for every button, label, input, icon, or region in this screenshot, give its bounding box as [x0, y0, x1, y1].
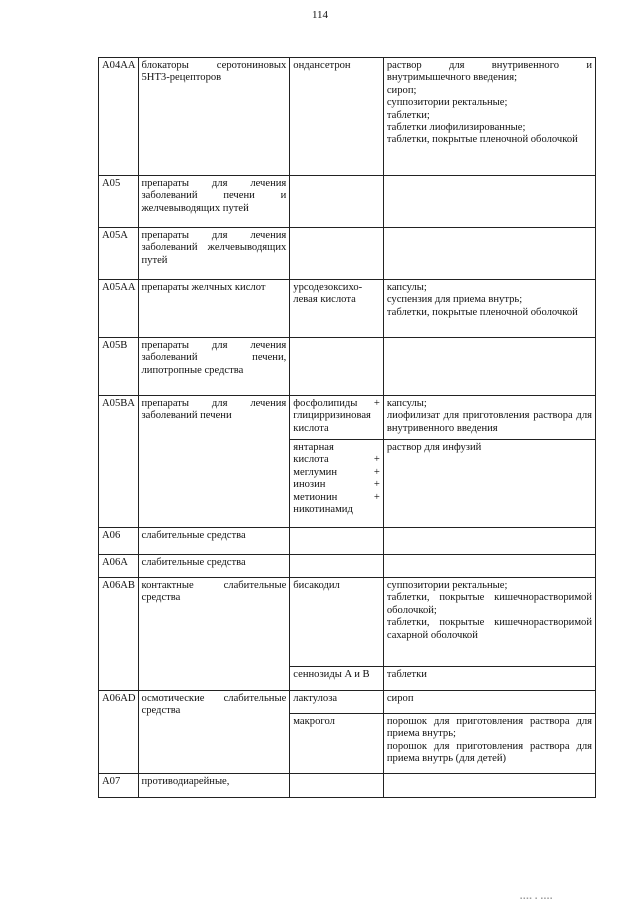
atc-group-cell: слабительные средства: [138, 555, 290, 578]
drug-name-cell: [290, 396, 384, 440]
atc-code-cell: A05AA: [99, 280, 139, 338]
atc-group-cell: противодиарейные,: [138, 774, 290, 798]
dosage-form-line: порошок для приготовления раствора для приема внутрь;: [386, 716, 592, 740]
dosage-form-line: раствор для внутривенного и внутримышечного введения;: [386, 60, 592, 84]
drug-name-cell: [290, 338, 384, 396]
drug-name-line: ондансетрон: [293, 60, 351, 71]
drug-name-line: лактулоза: [293, 693, 338, 704]
atc-code-cell: A06AB: [99, 578, 139, 691]
atc-code-cell: A05A: [99, 228, 139, 280]
dosage-form-line: таблетки: [386, 669, 427, 680]
drug-name-line: никотинамид: [293, 504, 353, 516]
drug-classification-table: [98, 57, 596, 798]
dosage-form-cell: [383, 555, 595, 578]
drug-name-line: глицирризиновая: [293, 410, 371, 422]
atc-group-cell: контактные слабительные средства: [138, 578, 290, 691]
dosage-form-cell: [383, 714, 595, 774]
dosage-form-line: раствор для инфузий: [386, 442, 482, 453]
dosage-form-cell: [383, 228, 595, 280]
dosage-form-cell: [383, 338, 595, 396]
atc-code-cell: A05BA: [99, 396, 139, 528]
dosage-form-line: таблетки, покрытые кишечнорастворимой сахарной оболочкой: [386, 617, 592, 641]
drug-name-cell: [290, 280, 384, 338]
drug-name-cell: [290, 58, 384, 176]
dosage-form-line: сироп;: [386, 84, 417, 96]
atc-group-cell: блокаторы серотониновых 5HT3-рецепторов: [138, 58, 290, 176]
drug-name-line: макрогол: [293, 716, 335, 727]
atc-group-cell: препараты для лечения заболеваний печени, липотропные средства: [138, 338, 290, 396]
drug-name-cell: [290, 714, 384, 774]
page-number: 114: [311, 9, 329, 21]
drug-name-line: кислота: [293, 422, 329, 434]
dosage-form-cell: [383, 176, 595, 228]
dosage-form-cell: [383, 774, 595, 798]
dosage-form-line: капсулы;: [386, 282, 427, 293]
table-row: [99, 691, 596, 714]
drug-name-cell: [290, 176, 384, 228]
dosage-form-line: лиофилизат для приготовления раствора для внутривенного введения: [386, 410, 592, 434]
drug-name-line: сеннозиды A и B: [293, 669, 370, 680]
drug-name-cell: [290, 774, 384, 798]
drug-name-line: урсодезоксихо-: [293, 282, 363, 293]
drug-name-line: кислота +: [293, 454, 380, 466]
table-row: [99, 528, 596, 555]
dosage-form-line: порошок для приготовления раствора для приема внутрь (для детей): [386, 740, 592, 765]
drug-name-line: янтарная: [293, 442, 334, 453]
drug-name-cell: [290, 691, 384, 714]
drug-name-line: инозин +: [293, 479, 380, 491]
footer-mark: ▪▪▪▪ ▪ ▪▪▪▪: [520, 896, 554, 902]
atc-group-cell: осмотические слабительные средства: [138, 691, 290, 774]
table-row: [99, 338, 596, 396]
atc-code-cell: A06AD: [99, 691, 139, 774]
dosage-form-cell: [383, 667, 595, 691]
drug-name-cell: [290, 228, 384, 280]
table-row: [99, 280, 596, 338]
drug-name-line: меглумин +: [293, 466, 380, 478]
atc-code-cell: A05: [99, 176, 139, 228]
atc-code-cell: A04AA: [99, 58, 139, 176]
dosage-form-cell: [383, 58, 595, 176]
dosage-form-cell: [383, 396, 595, 440]
drug-name-line: фосфолипиды +: [293, 398, 380, 409]
dosage-form-line: капсулы;: [386, 398, 427, 409]
table-row: [99, 396, 596, 440]
dosage-form-cell: [383, 440, 595, 528]
atc-group-cell: препараты для лечения заболеваний печени: [138, 396, 290, 528]
atc-group-cell: слабительные средства: [138, 528, 290, 555]
table-row: [99, 774, 596, 798]
dosage-form-line: таблетки, покрытые кишечнорастворимой оболочкой;: [386, 592, 592, 616]
dosage-form-line: таблетки лиофилизированные;: [386, 122, 526, 134]
atc-code-cell: A06A: [99, 555, 139, 578]
drug-name-line: левая кислота: [293, 294, 356, 306]
drug-name-line: метионин +: [293, 491, 380, 503]
dosage-form-line: таблетки, покрытые пленочной оболочкой: [386, 306, 578, 318]
table-row: [99, 58, 596, 176]
drug-name-line: бисакодил: [293, 580, 340, 591]
dosage-form-line: суппозитории ректальные;: [386, 580, 508, 591]
atc-code-cell: A07: [99, 774, 139, 798]
dosage-form-cell: [383, 528, 595, 555]
table-row: [99, 228, 596, 280]
drug-name-cell: [290, 667, 384, 691]
dosage-form-cell: [383, 691, 595, 714]
atc-group-cell: препараты для лечения заболеваний печени и желчевыводящих путей: [138, 176, 290, 228]
table-row: [99, 578, 596, 667]
dosage-form-line: суспензия для приема внутрь;: [386, 294, 523, 306]
drug-name-cell: [290, 555, 384, 578]
table-row: [99, 555, 596, 578]
atc-group-cell: препараты желчных кислот: [138, 280, 290, 338]
table-row: [99, 176, 596, 228]
dosage-form-line: суппозитории ректальные;: [386, 97, 508, 109]
dosage-form-cell: [383, 280, 595, 338]
dosage-form-line: таблетки, покрытые пленочной оболочкой: [386, 134, 578, 146]
atc-group-cell: препараты для лечения заболеваний желчевыводящих путей: [138, 228, 290, 280]
atc-code-cell: A06: [99, 528, 139, 555]
drug-name-cell: [290, 528, 384, 555]
dosage-form-line: таблетки;: [386, 109, 430, 121]
dosage-form-line: сироп: [386, 693, 414, 704]
dosage-form-cell: [383, 578, 595, 667]
drug-name-cell: [290, 578, 384, 667]
drug-name-cell: [290, 440, 384, 528]
atc-code-cell: A05B: [99, 338, 139, 396]
